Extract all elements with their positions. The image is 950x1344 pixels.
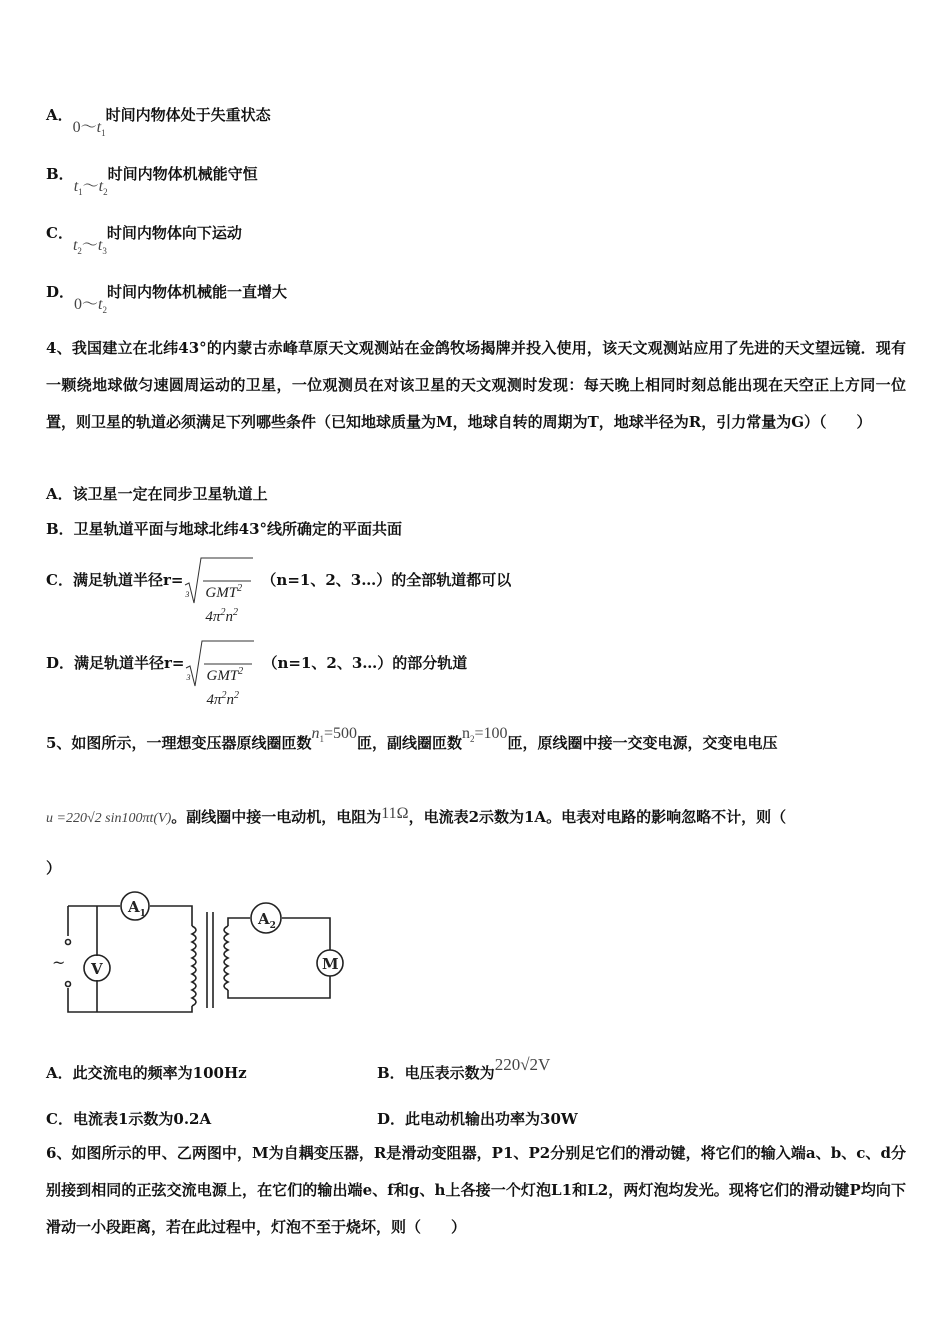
voltage-expression: u =220√2 sin100πt(V) [46,811,172,826]
q5-option-b: B．电压表示数为220√2V [377,1055,551,1082]
q3-option-b: B．$t_1\sim t_2$时间内物体机械能守恒 [46,165,258,197]
q4-option-c: C．满足轨道半径r= 3 GMT$^2$ $4\pi^2n^2$ （n=1、2、3…）的全部轨道都可以 [46,552,511,608]
q5-option-a: A．此交流电的频率为100Hz [46,1064,247,1082]
q4-stem: 4、我国建立在北纬43°的内蒙古赤峰草原天文观测站在金鸽牧场揭牌并投入使用，该天文观测站应用了先进的天文望远镜．现有一颗绕地球做匀速圆周运动的卫星，一位观测员在对该卫星的天文观测时发现：每天晚上相同时刻总能出现在天空正上方同一位置，则卫星的轨道必须满足下列哪些条件（已知地球质量为M，地球自转的周期为T，地球半径为R，引力常量为G）（ ） [46,339,906,431]
q5-stem-end: ） [46,859,62,877]
q5-stem-line2: u =220√2 sin100πt(V)。副线圈中接一电动机，电阻为11Ω，电流表2示数为1A。电表对电路的影响忽略不计，则（ [46,805,787,826]
q5-stem-line1: 5、如图所示，一理想变压器原线圈匝数$n_1=500$匝，副线圈匝数$n_2=100$匝，原线圈中接一交变电源，交变电电压 [46,725,778,752]
cube-root-formula-d: 3 GMT$^2$ $4\pi^2n^2$ [184,638,256,690]
q3-option-c: C．$t_2\sim t_3$时间内物体向下运动 [46,224,242,256]
q3-option-a-math: $0\sim t_1$ [72,119,106,138]
transformer-circuit-diagram [50,888,360,1018]
q3-option-a: A．$0\sim t_1$时间内物体处于失重状态 [46,106,271,138]
ammeter-1-label: $A_1$ [128,898,146,919]
q3-option-d: D．$0\sim t_2$时间内物体机械能一直增大 [46,283,287,315]
ammeter-2-label: $A_2$ [258,910,276,931]
q4-option-d: D．满足轨道半径r= 3 GMT$^2$ $4\pi^2n^2$ （n=1、2、3…）的部分轨道 [46,635,467,691]
q3-option-c-math: $t_2\sim t_3$ [72,237,107,256]
q3-option-d-math: $0\sim t_2$ [74,296,107,315]
motor-label: M [322,955,339,973]
q4-option-b: B．卫星轨道平面与地球北纬43°线所确定的平面共面 [46,520,403,538]
q5-option-d: D．此电动机输出功率为30W [377,1110,578,1128]
cube-root-formula-c: 3 GMT$^2$ $4\pi^2n^2$ [183,555,255,607]
q6-stem: 6、如图所示的甲、乙两图中，M为自耦变压器，R是滑动变阻器，P1、P2分别足它们的滑动键，将它们的输入端a、b、c、d分别接到相同的正弦交流电源上，在它们的输出端e、f和g、h上各接一个灯泡L1和L2，两灯泡均发光。现将它们的滑动键P均向下滑动一小段距离，若在此过程中，灯泡不至于烧坏，则（ ） [46,1144,906,1236]
q4-option-a: A．该卫星一定在同步卫星轨道上 [46,485,268,503]
q3-option-b-math: $t_1\sim t_2$ [73,178,108,197]
ac-source-symbol: ~ [52,953,66,972]
q5-option-c: C．电流表1示数为0.2A [46,1110,212,1128]
voltmeter-label: V [91,960,103,978]
